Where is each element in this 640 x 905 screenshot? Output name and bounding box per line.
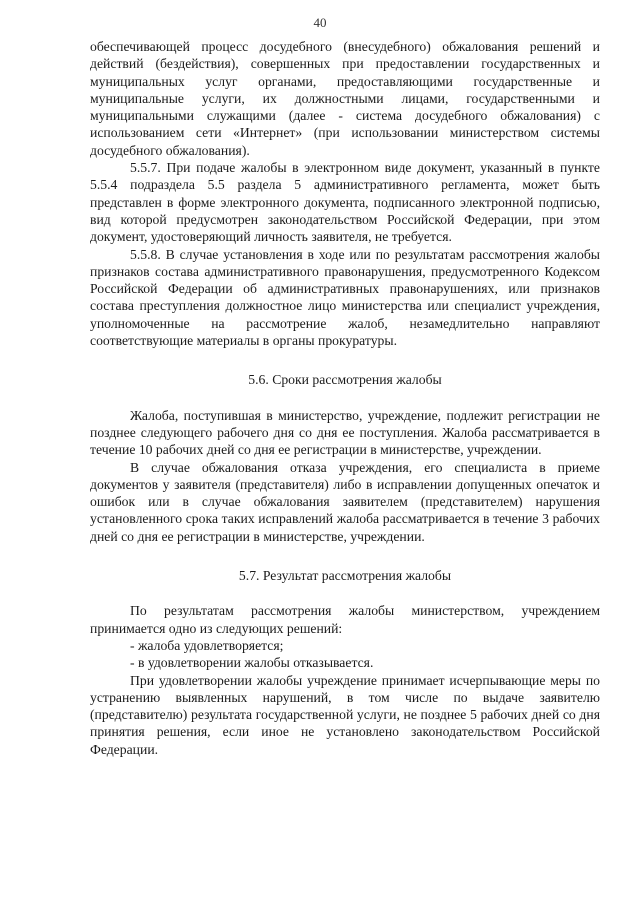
list-item: - жалоба удовлетворяется; [130,637,284,653]
paragraph-5-7-final: При удовлетворении жалобы учреждение принимает исчерпывающие меры по устранению выявленных нарушений, в том числе по выдаче заявителю (представителю) результата государственной услуги, не позднее 5 рабочих дней со дня принятия решения, если иное не установлено законодательством Российской Федерации. [90,672,600,757]
document-body [90,38,600,758]
page-number: 40 [313,15,327,30]
paragraph-5-5-7: 5.5.7. При подаче жалобы в электронном виде документ, указанный в пункте 5.5.4 подраздела 5.5 раздела 5 административного регламента, может быть представлен в форме электронного документа, подписанного электронной подписью, вид которой предусмотрен законодательством Российской Федерации, при этом документ, удостоверяющий личность заявителя, не требуется. [90,160,600,245]
paragraph-5-7-intro: По результатам рассмотрения жалобы министерством, учреждением принимается одно из следующих решений: [90,603,600,636]
list-item: - в удовлетворении жалобы отказывается. [130,655,374,671]
paragraph-continuation: обеспечивающей процесс досудебного (внесудебного) обжалования решений и действий (бездействия), совершенных при предоставлении государственных и муниципальных услуг органами, предоставляющими государственные и муниципальные услуги, их должностными лицами, государственными и муниципальными служащими (далее - система досудебного обжалования) с использованием сети «Интернет» (при использовании министерством системы досудебного обжалования). [90,39,600,158]
section-heading-5-7: 5.7. Результат рассмотрения жалобы [238,568,452,584]
paragraph-5-6-refusal: В случае обжалования отказа учреждения, его специалиста в приеме документов у заявителя (представителя) либо в исправлении допущенных опечаток и ошибок или в случае обжалования заявителем (представителем) нарушения установленного срока таких исправлений жалоба рассматривается в течение 3 рабочих дней со дня ее регистрации в министерстве, учреждении. [90,459,600,544]
paragraph-5-6-registration: Жалоба, поступившая в министерство, учреждение, подлежит регистрации не позднее следующего рабочего дня со дня ее поступления. Жалоба рассматривается в течение 10 рабочих дней со дня ее регистрации в министерстве, учреждении. [90,407,600,458]
paragraph-5-5-8: 5.5.8. В случае установления в ходе или по результатам рассмотрения жалобы признаков состава административного правонарушения, предусмотренного Кодексом Российской Федерации об административных правонарушениях, или признаков состава преступления должностное лицо министерства или специалист учреждения, уполномоченные на рассмотрение жалоб, незамедлительно направляют соответствующие материалы в органы прокуратуры. [90,246,600,349]
section-heading-5-6: 5.6. Сроки рассмотрения жалобы [248,372,442,388]
